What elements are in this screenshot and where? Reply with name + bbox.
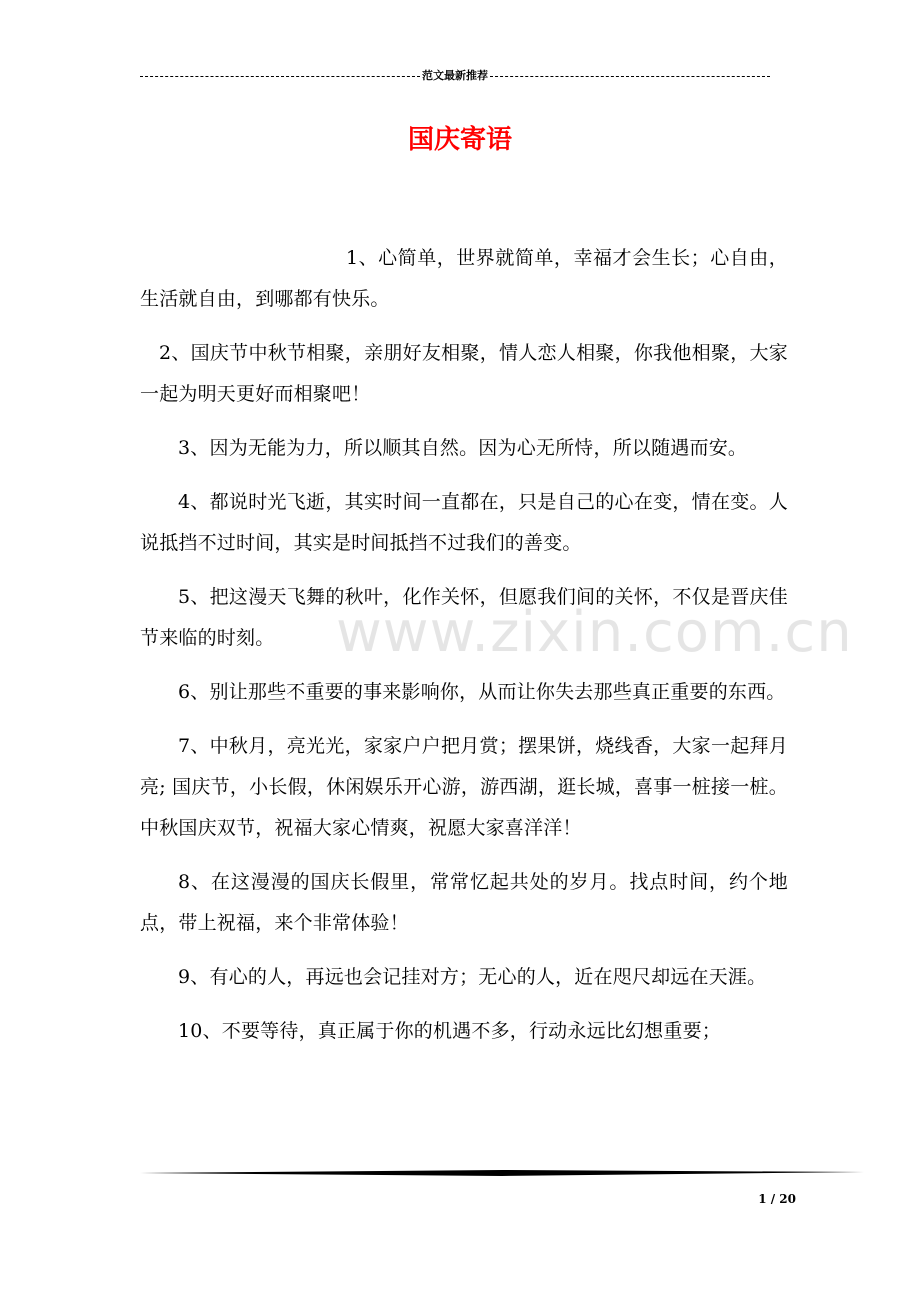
paragraph-9: 9、有心的人，再远也会记挂对方；无心的人，近在咫尺却远在天涯。 — [178, 966, 767, 988]
paragraph-3: 3、因为无能为力，所以顺其自然。因为心无所恃，所以随遇而安。 — [178, 437, 748, 459]
header-dash-right — [490, 76, 770, 77]
paragraph-6: 6、别让那些不重要的事来影响你，从而让你失去那些真正重要的东西。 — [178, 681, 786, 703]
paragraph-5: 5、把这漫天飞舞的秋叶，化作关怀，但愿我们间的关怀，不仅是晋庆佳节来临的时刻。 — [140, 586, 788, 649]
paragraph-10: 10、不要等待，真正属于你的机遇不多，行动永远比幻想重要； — [178, 1020, 721, 1042]
footer-rule — [140, 1168, 864, 1178]
header-label: 范文最新推荐 — [422, 69, 488, 82]
header-dash-left — [140, 76, 420, 77]
page-title: 国庆寄语 — [407, 125, 512, 155]
document-body — [140, 238, 788, 1065]
page-number: 1 / 20 — [758, 1192, 796, 1206]
header-rule — [140, 68, 770, 84]
watermark: www.zixin.com.cn — [336, 600, 853, 665]
paragraph-4: 4、都说时光飞逝，其实时间一直都在，只是自己的心在变，情在变。人说抵挡不过时间，其实是时间抵挡不过我们的善变。 — [140, 491, 788, 554]
paragraph-1: 1、心简单，世界就简单，幸福才会生长；心自由，生活就自由，到哪都有快乐。 — [140, 247, 788, 310]
paragraph-7: 7、中秋月，亮光光，家家户户把月赏；摆果饼，烧线香，大家一起拜月亮; 国庆节，小长假，休闲娱乐开心游，游西湖，逛长城，喜事一桩接一桩。中秋国庆双节，祝福大家心情爽，祝愿大家喜洋洋！ — [140, 735, 788, 839]
paragraph-8: 8、在这漫漫的国庆长假里，常常忆起共处的岁月。找点时间，约个地点，带上祝福，来个非常体验！ — [140, 871, 788, 934]
paragraph-2: 2、国庆节中秋节相聚，亲朋好友相聚，情人恋人相聚，你我他相聚，大家一起为明天更好而相聚吧！ — [140, 342, 788, 405]
